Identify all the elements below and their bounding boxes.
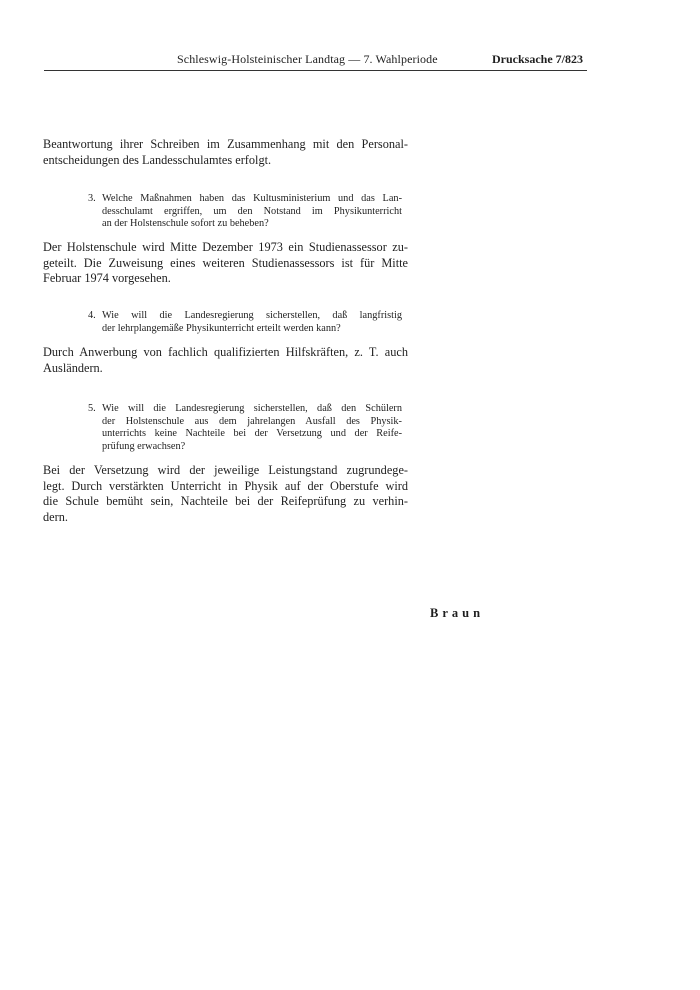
text-line: Der Holstenschule wird Mitte Dezember 1973 ein Studienassessor zu- [43, 240, 408, 254]
text-line: Februar 1974 vorgesehen. [43, 271, 171, 285]
text-line: geteilt. Die Zuweisung eines weiteren Studienassessors ist für Mitte [43, 255, 408, 270]
text-line: Beantwortung ihrer Schreiben im Zusammenhang mit den Personal- [43, 137, 408, 151]
question-line [88, 193, 402, 206]
text-line: Ausländern. [43, 360, 103, 375]
question-line: der Holstenschule aus dem jahrelangen Ausfall des Physik- [102, 415, 402, 427]
question-line: der lehrplangemäße Physikunterricht erteilt werden kann? [102, 322, 341, 334]
question-line: desschulamt ergriffen, um den Notstand im Physikunterricht [102, 205, 402, 217]
answer-3 [43, 240, 408, 287]
text-line: Durch Anwerbung von fachlich qualifizierten Hilfskräften, z. T. auch [43, 345, 408, 359]
text-line: legt. Durch verstärkten Unterricht in Physik auf der Oberstufe wird [43, 478, 408, 493]
document-number: Drucksache 7/823 [492, 52, 583, 66]
question-5 [88, 403, 402, 453]
question-3 [88, 193, 402, 231]
question-4 [88, 310, 402, 335]
text-line: Bei der Versetzung wird der jeweilige Leistungstand zugrundege- [43, 463, 408, 477]
answer-4 [43, 345, 408, 376]
answer-5 [43, 463, 408, 525]
text-line: dern. [43, 509, 68, 524]
page-header [44, 52, 587, 71]
text-line: entscheidungen des Landesschulamtes erfolgt. [43, 152, 272, 167]
question-text: Wie will die Landesregierung sicherstellen, daß langfristig [102, 310, 402, 321]
header-title: Schleswig-Holsteinischer Landtag — 7. Wahlperiode [177, 52, 438, 66]
paragraph-intro [43, 137, 408, 168]
text-line: die Schule bemüht sein, Nachteile bei der Reifeprüfung zu verhin- [43, 494, 408, 508]
question-line: an der Holstenschule sofort zu beheben? [102, 218, 269, 229]
question-line: unterrichts keine Nachteile bei der Versetzung und der Reife- [102, 428, 402, 439]
question-text: Welche Maßnahmen haben das Kultusministerium und das Lan- [102, 193, 402, 204]
question-text: Wie will die Landesregierung sicherstellen, daß den Schülern [102, 403, 402, 414]
question-number: 5. [88, 403, 96, 414]
question-number: 3. [88, 193, 96, 204]
question-number: 4. [88, 310, 96, 321]
question-line: prüfung erwachsen? [102, 440, 186, 452]
question-line [88, 310, 402, 323]
signature-name: Braun [430, 606, 485, 620]
question-line [88, 403, 402, 416]
